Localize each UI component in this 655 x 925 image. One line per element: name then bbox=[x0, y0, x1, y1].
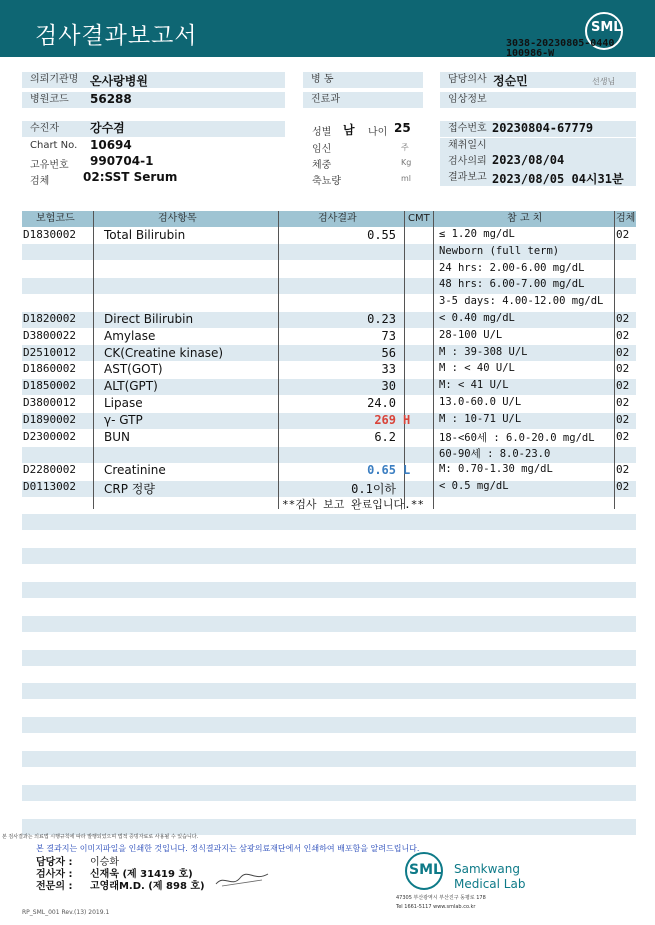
specimen-label: 검체 bbox=[30, 176, 50, 187]
report-date: 2023/08/05 04시31분 bbox=[492, 172, 624, 186]
row-reference: 13.0-60.0 U/L bbox=[439, 396, 522, 408]
row-result: 30 bbox=[381, 379, 396, 394]
receipt-label: 접수번호 bbox=[448, 123, 487, 134]
th-cmt: CMT bbox=[408, 213, 430, 224]
weight-unit: Kg bbox=[401, 158, 412, 167]
row-reference: 24 hrs: 2.00-6.00 mg/dL bbox=[439, 261, 585, 274]
row-result: 33 bbox=[381, 362, 396, 377]
row-reference: 28-100 U/L bbox=[439, 328, 503, 341]
row-stripe bbox=[22, 683, 636, 699]
unique-label: 고유번호 bbox=[30, 160, 69, 171]
dept-label: 진료과 bbox=[311, 94, 340, 105]
form-id: RP_SML_001 Rev.(13) 2019.1 bbox=[22, 909, 110, 916]
row-reference: < 0.40 mg/dL bbox=[439, 312, 515, 324]
row-stripe bbox=[22, 717, 636, 733]
row-reference: 48 hrs: 6.00-7.00 mg/dL bbox=[439, 278, 585, 291]
col-divider bbox=[93, 211, 94, 509]
row-specimen: 02 bbox=[616, 328, 630, 342]
report-id-suffix: 100986-W bbox=[506, 48, 555, 59]
tester-label: 검사자 : bbox=[36, 869, 73, 880]
report-title: 검사결과보고서 bbox=[35, 23, 198, 49]
row-item-name: Total Bilirubin bbox=[104, 228, 186, 242]
company-phone: Tel 1661-5117 www.smlab.co.kr bbox=[396, 904, 476, 910]
clinical-info-label: 임상정보 bbox=[448, 94, 487, 105]
row-result: 0.1이하 bbox=[351, 482, 396, 496]
institution-value: 온사랑병원 bbox=[90, 74, 148, 88]
specimen-value: 02:SST Serum bbox=[83, 170, 178, 184]
row-item-name: CK(Creatine kinase) bbox=[104, 345, 224, 360]
th-item: 검사항목 bbox=[158, 213, 197, 224]
company-name-1: Samkwang bbox=[454, 862, 520, 876]
row-stripe bbox=[22, 751, 636, 767]
col-divider bbox=[614, 211, 615, 509]
row-code: D3800012 bbox=[23, 396, 76, 409]
hospital-code-value: 56288 bbox=[90, 92, 132, 106]
ward-label: 병 동 bbox=[311, 74, 334, 85]
doctor-label: 담당의사 bbox=[448, 74, 487, 85]
row-reference: 18-<60세 : 6.0-20.0 mg/dL bbox=[439, 431, 595, 444]
row-specimen: 02 bbox=[616, 396, 630, 409]
report-label: 결과보고 bbox=[448, 172, 487, 183]
specialist-name: 고영래M.D. (제 898 호) bbox=[90, 881, 205, 892]
patient-name: 강수겸 bbox=[90, 121, 125, 135]
row-code: D2510012 bbox=[23, 345, 76, 359]
row-code: D1820002 bbox=[23, 312, 76, 325]
row-stripe bbox=[22, 548, 636, 564]
chart-label: Chart No. bbox=[30, 140, 78, 151]
row-code: D0113002 bbox=[23, 480, 76, 493]
row-code: D1890002 bbox=[23, 412, 76, 426]
ward-row bbox=[303, 72, 423, 88]
receipt-no: 20230804-67779 bbox=[492, 121, 594, 135]
request-label: 검사의뢰 bbox=[448, 156, 487, 167]
manager-name: 이승화 bbox=[90, 857, 119, 868]
row-code: D3800022 bbox=[23, 328, 76, 342]
row-stripe bbox=[22, 616, 636, 632]
company-name-2: Medical Lab bbox=[454, 877, 526, 891]
row-reference: M : 39-308 U/L bbox=[439, 345, 528, 358]
row-specimen: 02 bbox=[616, 312, 630, 325]
row-reference: M: < 41 U/L bbox=[439, 379, 509, 392]
collect-row bbox=[440, 138, 636, 154]
chart-no: 10694 bbox=[90, 138, 132, 152]
sml-logo-text: SML bbox=[591, 20, 622, 35]
collect-label: 채취일시 bbox=[448, 140, 487, 151]
fine-print: 본 검사결과는 의료법 시행규칙에 따라 발행되었으며 법적 증빙자료로 사용될 수 있습니다. bbox=[2, 834, 199, 840]
th-code: 보험코드 bbox=[36, 213, 75, 224]
row-code: D1830002 bbox=[23, 228, 76, 241]
patient-row bbox=[22, 121, 285, 137]
pregnancy-label: 임신 bbox=[312, 144, 332, 155]
company-address: 47305 부산광역시 부산진구 동평로 178 bbox=[396, 895, 486, 901]
row-specimen: 02 bbox=[616, 379, 630, 393]
row-code: D1860002 bbox=[23, 362, 76, 376]
col-divider bbox=[433, 211, 434, 509]
row-reference: < 0.5 mg/dL bbox=[439, 480, 509, 492]
dept-row bbox=[303, 92, 423, 108]
table-header bbox=[22, 211, 636, 227]
institution-row bbox=[22, 72, 285, 88]
urine-label: 축뇨량 bbox=[312, 176, 341, 187]
row-item-name: AST(GOT) bbox=[104, 362, 163, 377]
institution-label: 의뢰기관명 bbox=[30, 74, 79, 85]
request-date: 2023/08/04 bbox=[492, 153, 565, 167]
tester-name: 신재욱 (제 31419 호) bbox=[90, 869, 193, 880]
patient-label: 수진자 bbox=[30, 123, 59, 134]
row-result: 73 bbox=[381, 328, 396, 343]
row-item-name: BUN bbox=[104, 429, 130, 444]
row-reference: 3-5 days: 4.00-12.00 mg/dL bbox=[439, 295, 604, 308]
specialist-label: 전문의 : bbox=[36, 881, 73, 892]
row-reference: 60-90세 : 8.0-23.0 bbox=[439, 448, 551, 461]
row-specimen: 02 bbox=[616, 429, 630, 443]
row-reference: M : < 40 U/L bbox=[439, 362, 515, 375]
row-stripe bbox=[22, 785, 636, 801]
row-stripe bbox=[22, 514, 636, 530]
th-result: 검사결과 bbox=[318, 213, 357, 224]
row-result: 0.65 bbox=[367, 463, 396, 478]
weight-label: 체중 bbox=[312, 160, 332, 171]
samkwang-logo-text: SML bbox=[409, 862, 442, 878]
hospital-code-row bbox=[22, 92, 285, 108]
row-result: 269 bbox=[374, 412, 396, 427]
row-item-name: Amylase bbox=[104, 328, 156, 343]
row-specimen: 02 bbox=[616, 345, 630, 359]
row-reference: M: 0.70-1.30 mg/dL bbox=[439, 463, 553, 476]
pregnancy-unit: 주 bbox=[401, 143, 409, 152]
row-stripe bbox=[22, 650, 636, 666]
row-reference: Newborn (full term) bbox=[439, 244, 560, 257]
age-value: 25 bbox=[394, 121, 411, 135]
row-specimen: 02 bbox=[616, 463, 630, 477]
th-specimen: 검체 bbox=[616, 213, 636, 224]
row-item-name: Lipase bbox=[104, 396, 143, 410]
clinical-info-row bbox=[440, 92, 636, 108]
row-result: 0.55 bbox=[367, 228, 396, 242]
row-specimen: 02 bbox=[616, 362, 630, 376]
row-item-name: ALT(GPT) bbox=[104, 379, 158, 394]
row-reference: ≤ 1.20 mg/dL bbox=[439, 228, 515, 240]
th-reference: 참 고 치 bbox=[507, 213, 543, 224]
row-code: D2300002 bbox=[23, 429, 76, 443]
hospital-code-label: 병원코드 bbox=[30, 94, 69, 105]
row-flag: L bbox=[403, 463, 411, 478]
unique-no: 990704-1 bbox=[90, 154, 154, 168]
signature-icon bbox=[214, 868, 270, 890]
row-item-name: Direct Bilirubin bbox=[104, 312, 194, 326]
row-result: 0.23 bbox=[367, 312, 396, 326]
sex-label: 성별 bbox=[312, 127, 332, 138]
row-specimen: 02 bbox=[616, 480, 630, 493]
row-code: D2280002 bbox=[23, 463, 76, 477]
doctor-value: 정순민 bbox=[493, 74, 528, 88]
row-result: 24.0 bbox=[367, 396, 396, 410]
row-stripe bbox=[22, 582, 636, 598]
row-result: 6.2 bbox=[374, 429, 396, 444]
report-id: 3038-20230805-0440 bbox=[506, 38, 615, 49]
manager-label: 담당자 : bbox=[36, 857, 73, 868]
age-label: 나이 bbox=[368, 127, 388, 138]
row-reference: M : 10-71 U/L bbox=[439, 412, 522, 425]
sex-value: 남 bbox=[343, 123, 355, 137]
doctor-suffix: 선생님 bbox=[592, 77, 616, 86]
row-code: D1850002 bbox=[23, 379, 76, 393]
row-item-name: γ- GTP bbox=[104, 412, 143, 427]
row-specimen: 02 bbox=[616, 412, 630, 426]
row-item-name: Creatinine bbox=[104, 463, 166, 478]
row-flag: H bbox=[403, 412, 411, 427]
urine-unit: ml bbox=[401, 174, 412, 183]
completion-note: **검사 보고 완료입니다.** bbox=[282, 498, 424, 511]
image-notice: 본 결과지는 이미지파일을 인쇄한 것입니다. 정식결과지는 삼광의료재단에서 인쇄하여 배포함을 알려드립니다. bbox=[36, 844, 420, 853]
row-result: 56 bbox=[381, 345, 396, 360]
row-specimen: 02 bbox=[616, 228, 630, 241]
row-item-name: CRP 정량 bbox=[104, 482, 155, 496]
